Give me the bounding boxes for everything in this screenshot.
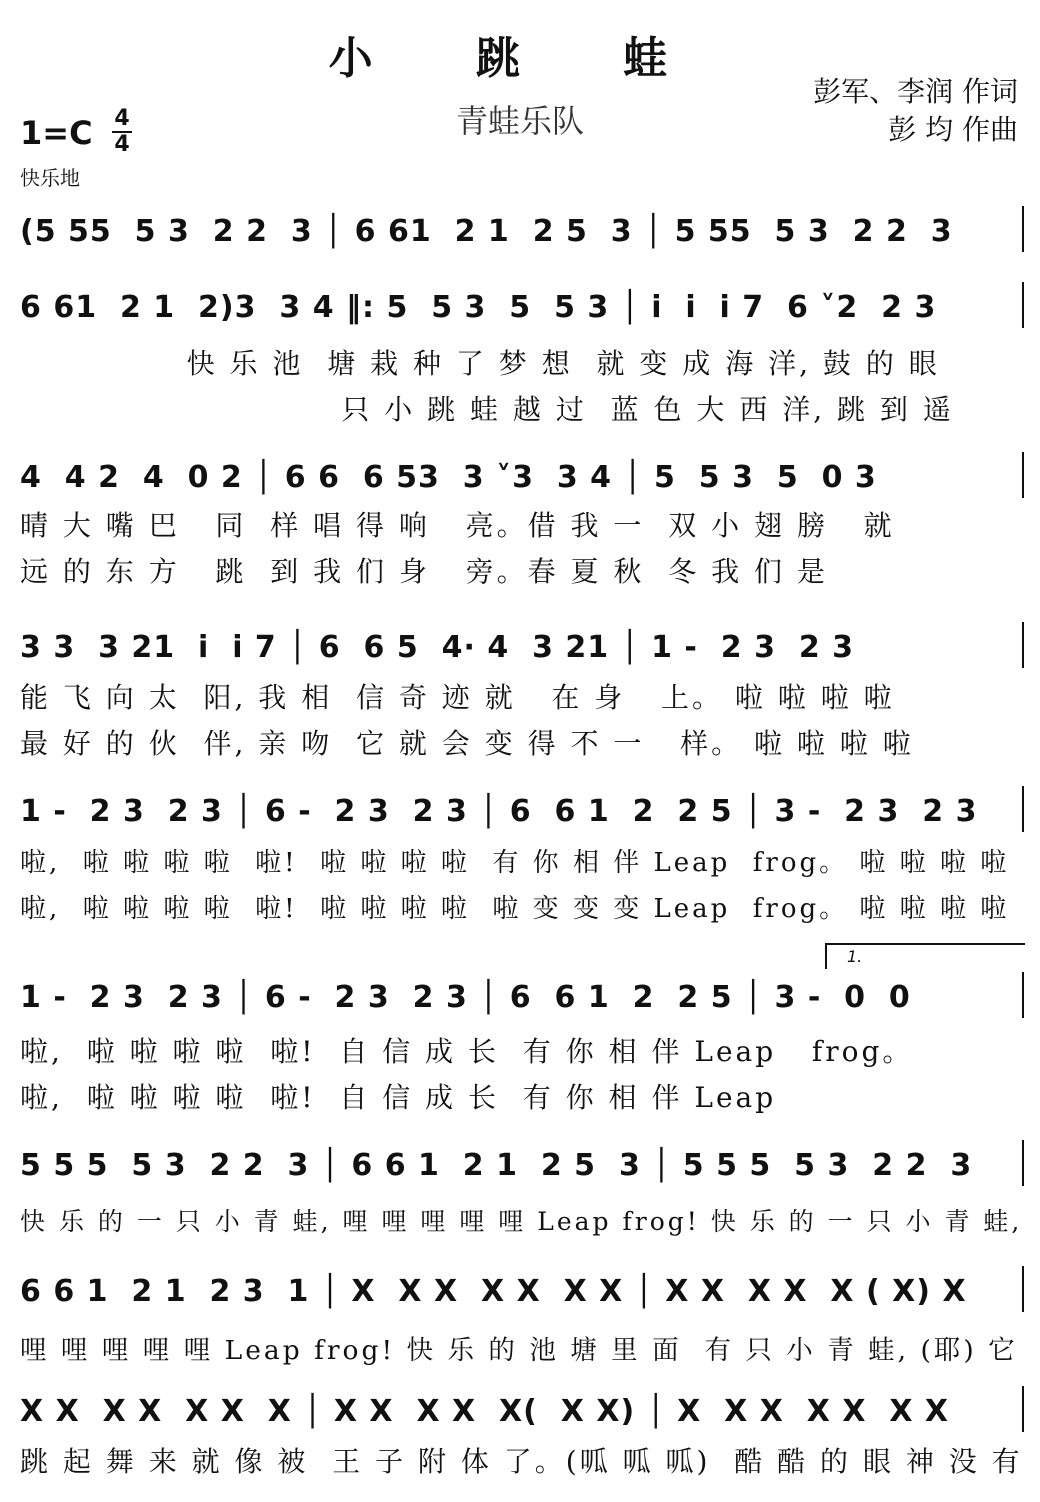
staff-row-3 [20, 452, 1024, 508]
lyric-row-3-verse-2: 远 的 东 方 跳 到 我 们 身 旁。春 夏 秋 冬 我 们 是 [20, 555, 828, 588]
composer-credit: 彭 均 作曲 [888, 113, 1018, 146]
time-signature-top: 4 [114, 106, 130, 131]
lyric-row-2-verse-2: 只 小 跳 蛙 越 过 蓝 色 大 西 洋, 跳 到 遥 [20, 393, 954, 426]
lyric-row-5-verse-2: 啦, 啦 啦 啦 啦 啦! 啦 啦 啦 啦 啦 变 变 变 Leap frog。 啦 啦 啦 啦 [20, 894, 1010, 924]
performer: 青蛙乐队 [455, 102, 584, 140]
staff-row-1 [20, 206, 1024, 262]
staff-row-6 [20, 972, 1024, 1028]
barline [1022, 206, 1024, 252]
staff-row-2 [20, 282, 1024, 338]
notes-row-8: 6 6 1 2 1 2 3 1 │ X X X X X X X │ X X X X X ( X) X [20, 1274, 967, 1309]
key-signature: 1=C [20, 114, 93, 152]
barline [1022, 1140, 1024, 1186]
barline [1022, 786, 1024, 832]
staff-row-9 [20, 1386, 1024, 1442]
barline [1022, 452, 1024, 498]
lyric-row-4-verse-2: 最 好 的 伙 伴, 亲 吻 它 就 会 变 得 不 一 样。 啦 啦 啦 啦 [20, 727, 914, 760]
tempo-marking: 快乐地 [20, 166, 80, 190]
barline [1022, 972, 1024, 1018]
lyric-row-6-verse-1: 啦, 啦 啦 啦 啦 啦! 自 信 成 长 有 你 相 伴 Leap frog。 [20, 1035, 914, 1068]
notes-row-9: X X X X X X X │ X X X X X( X X) │ X X X X X X X [20, 1394, 950, 1429]
lyric-row-3-verse-1: 晴 大 嘴 巴 同 样 唱 得 响 亮。借 我 一 双 小 翅 膀 就 [20, 509, 895, 542]
time-signature [112, 108, 132, 156]
notes-row-3: 4 4 2 4 0 2 │ 6 6 6 53 3 ˅3 3 4 │ 5 5 3 5 0 3 [20, 460, 877, 495]
staff-row-5 [20, 786, 1024, 842]
staff-row-4 [20, 622, 1024, 678]
first-ending-bracket [825, 943, 1025, 969]
notes-row-1: (5 55 5 3 2 2 3 │ 6 61 2 1 2 5 3 │ 5 55 5 3 2 2 3 [20, 214, 953, 249]
notes-row-5: 1 - 2 3 2 3 │ 6 - 2 3 2 3 │ 6 6 1 2 2 5 │ 3 - 2 3 2 3 [20, 794, 978, 829]
barline [1022, 622, 1024, 668]
staff-row-7 [20, 1140, 1024, 1196]
lyric-row-8: 哩 哩 哩 哩 哩 Leap frog! 快 乐 的 池 塘 里 面 有 只 小 青 蛙, (耶) 它 [20, 1335, 1018, 1366]
staff-row-8 [20, 1266, 1024, 1322]
notes-row-2: 6 61 2 1 2)3 3 4 ‖: 5 5 3 5 5 3 │ i i i 7 6 ˅2 2 3 [20, 290, 937, 325]
time-signature-bottom: 4 [114, 132, 130, 157]
notes-row-4: 3 3 3 21 i i 7 │ 6 6 5 4· 4 3 21 │ 1 - 2 3 2 3 [20, 630, 855, 665]
lyric-row-5-verse-1: 啦, 啦 啦 啦 啦 啦! 啦 啦 啦 啦 有 你 相 伴 Leap frog。 啦 啦 啦 啦 [20, 848, 1010, 878]
barline [1022, 1386, 1024, 1432]
song-title: 小 跳 蛙 [328, 33, 712, 84]
lyric-row-2-verse-1: 快 乐 池 塘 栽 种 了 梦 想 就 变 成 海 洋, 鼓 的 眼 [20, 347, 940, 380]
lyric-row-9: 跳 起 舞 来 就 像 被 王 子 附 体 了。(呱 呱 呱) 酷 酷 的 眼 神 没 有 [20, 1445, 1023, 1478]
barline [1022, 282, 1024, 328]
lyricist-credit: 彭军、李润 作词 [813, 75, 1018, 108]
volta-label: 1. [847, 947, 863, 966]
notes-row-6: 1 - 2 3 2 3 │ 6 - 2 3 2 3 │ 6 6 1 2 2 5 │ 3 - 0 0 [20, 980, 911, 1015]
lyric-row-7: 快 乐 的 一 只 小 青 蛙, 哩 哩 哩 哩 哩 Leap frog! 快 乐 的 一 只 小 青 蛙, [20, 1207, 1023, 1236]
barline [1022, 1266, 1024, 1312]
lyric-row-4-verse-1: 能 飞 向 太 阳, 我 相 信 奇 迹 就 在 身 上。 啦 啦 啦 啦 [20, 681, 895, 714]
lyric-row-6-verse-2: 啦, 啦 啦 啦 啦 啦! 自 信 成 长 有 你 相 伴 Leap [20, 1081, 777, 1114]
notes-row-7: 5 5 5 5 3 2 2 3 │ 6 6 1 2 1 2 5 3 │ 5 5 5 5 3 2 2 3 [20, 1148, 973, 1183]
